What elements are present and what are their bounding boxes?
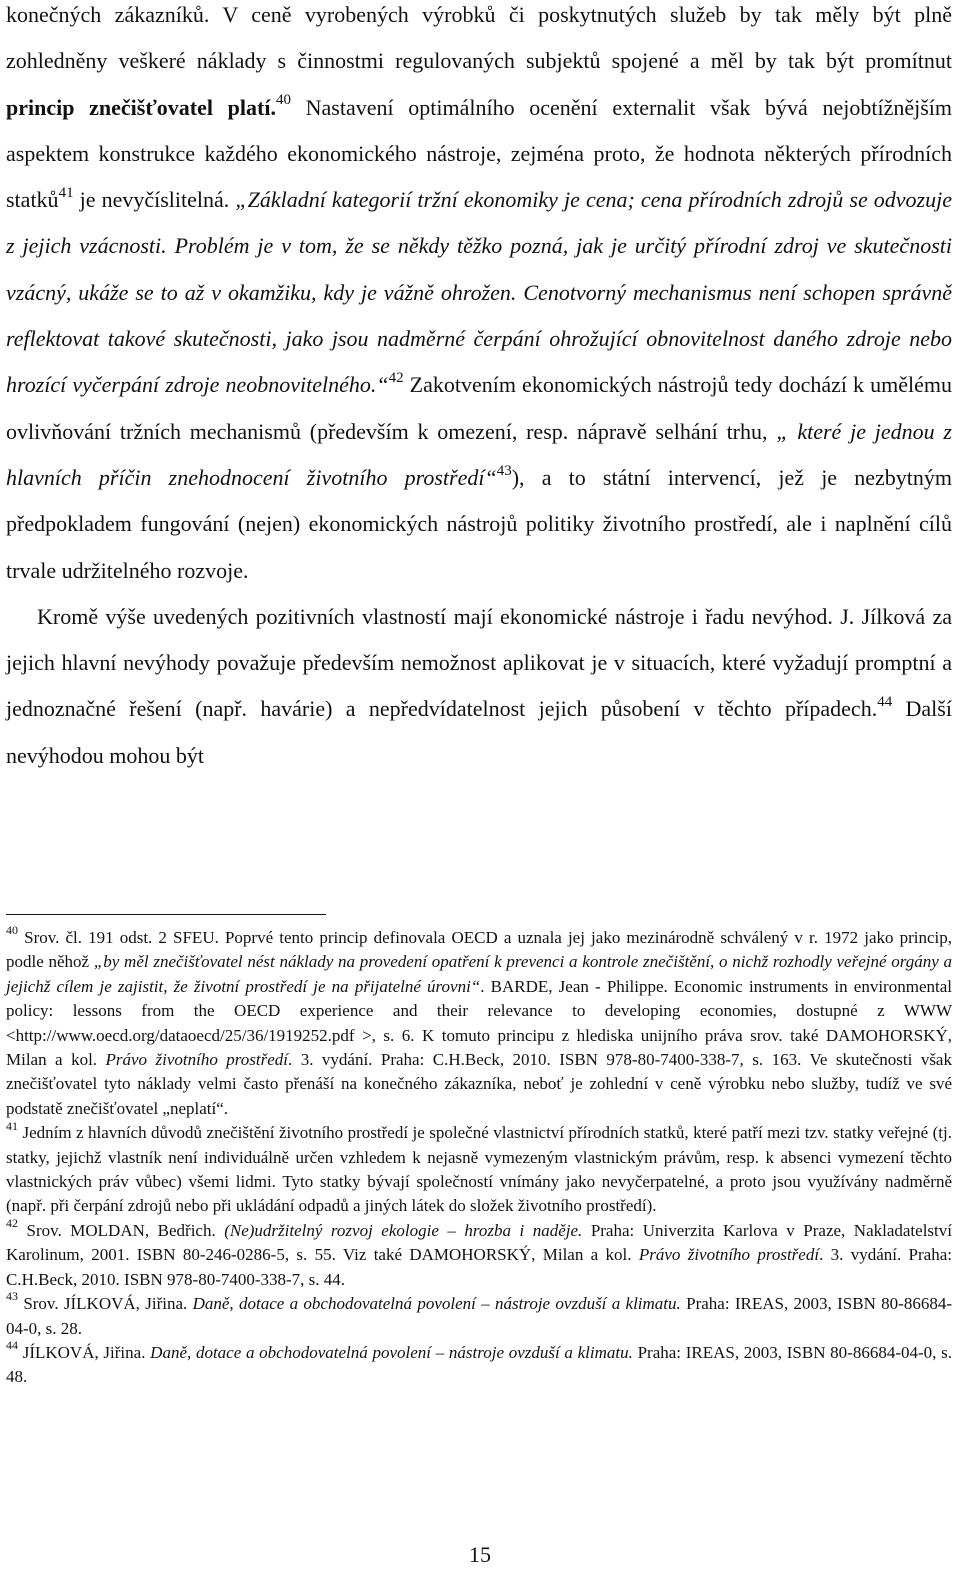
text-run: ), a to státní intervencí, jež je nezbytným předpokladem fungování (nejen) ekonomických nástrojů politiky životního prostředí, ale i naplnění cílů trvale udržitelného rozvoje.	[6, 464, 952, 583]
footnote-text: Srov. JÍLKOVÁ, Jiřina.	[18, 1294, 193, 1314]
bold-principle: princip znečišťovatel platí.	[6, 94, 276, 120]
footnote-text: Praha: IREAS, 2003, ISBN 80-86684-04-0, s. 48.	[6, 1342, 952, 1387]
paragraph-2	[6, 594, 952, 779]
footnote-italic: (Ne)udržitelný rozvoj ekologie – hrozba i naděje.	[224, 1220, 583, 1240]
footnote-44	[6, 1338, 952, 1390]
footnote-text: . BARDE, Jean - Philippe. Economic instruments in environmental policy: lessons from the OECD experience and their relevance to developing economies, dostupné z WWW <http://www.oecd.org/dataoecd/25/36/1919252.pdf >, s. 6. K tomuto principu z hlediska unijního práva srov. také DAMOHORSKÝ, Milan a kol.	[6, 976, 952, 1070]
footnote-text: Praha: Univerzita Karlova v Praze, Nakladatelství Karolinum, 2001. ISBN 80-246-0286-5, s. 55. Viz také DAMOHORSKÝ, Milan a kol.	[6, 1220, 952, 1265]
footnote-ref-44[interactable]: 44	[877, 694, 893, 711]
footnote-italic: „by měl znečišťovatel nést náklady na provedení opatření k prevenci a kontrole znečištění, o nichž rozhodly veřejné orgány a jejichž cílem je zajistit, že životní prostředí je na přijatelné úrovni“	[6, 952, 953, 996]
footnote-text: JÍLKOVÁ, Jiřina.	[18, 1342, 151, 1362]
text-run: Další nevýhodou mohou být	[6, 696, 952, 768]
footnote-text: Srov. MOLDAN, Bedřich.	[18, 1220, 225, 1240]
footnote-40	[6, 923, 953, 1121]
footnote-text: . 3. vydání. Praha: C.H.Beck, 2010. ISBN 978-80-7400-338-7, s. 44.	[6, 1245, 952, 1289]
text-run: Nastavení optimálního ocenění externalit však bývá nejobtížnějším aspektem konstrukce každého ekonomického nástroje, zejména proto, že hodnota některých přírodních statků	[6, 94, 952, 213]
italic-quote: „Základní kategorií tržní ekonomiky je cena; cena přírodních zdrojů se odvozuje z jejich vzácnosti. Problém je v tom, že se někdy těžko pozná, jak je určitý přírodní zdroj ve skutečnosti vzácný, ukáže se to až v okamžiku, kdy je vážně ohrožen. Cenotvorný mechanismus není schopen správně reflektovat takové skutečnosti, jako jsou nadměrné čerpání ohrožující obnovitelnost daného zdroje nebo hrozící vyčerpání zdroje neobnovitelného.“	[6, 187, 952, 398]
footnote-separator	[6, 914, 326, 915]
footnote-ref-41[interactable]: 41	[58, 184, 74, 201]
footnote-italic: Právo životního prostředí	[638, 1245, 820, 1265]
footnote-number: 41	[6, 1118, 18, 1133]
footnote-italic: Právo životního prostředí	[105, 1050, 288, 1070]
footnote-41	[6, 1118, 952, 1219]
footnote-number: 40	[6, 923, 18, 938]
footnote-number: 42	[6, 1216, 18, 1231]
text-run: konečných zákazníků. V ceně vyrobených výrobků či poskytnutých služeb by tak měly být plně zohledněny veškeré náklady s činnostmi regulovaných subjektů spojené a měl by tak být promítnut	[6, 2, 952, 74]
text-run: Zakotvením ekonomických nástrojů tedy dochází k umělému ovlivňování tržních mechanismů (především k omezení, resp. nápravě selhání trhu,	[6, 372, 953, 444]
footnote-ref-43[interactable]: 43	[496, 462, 512, 479]
footnote-italic: Daně, dotace a obchodovatelná povolení – nástroje ovzduší a klimatu.	[150, 1342, 633, 1362]
text-run: Kromě výše uvedených pozitivních vlastností mají ekonomické nástroje i řadu nevýhod. J. Jílková za jejich hlavní nevýhody považuje především nemožnost aplikovat je v situacích, které vyžadují promptní a jednoznačné řešení (např. havárie) a nepředvídatelnost jejich působení v těchto případech.	[6, 603, 952, 722]
footnote-text: Srov. čl. 191 odst. 2 SFEU. Poprvé tento princip definovala OECD a uznala jej jako mezinárodně schválený v r. 1972 jako princip, podle něhož	[6, 928, 952, 972]
italic-quote: „ které je jednou z hlavních příčin znehodnocení životního prostředí“	[6, 418, 952, 490]
footnote-italic: Daně, dotace a obchodovatelná povolení – nástroje ovzduší a klimatu.	[192, 1294, 681, 1314]
body-text	[6, 0, 952, 779]
footnote-ref-40[interactable]: 40	[275, 92, 291, 109]
page-number: 15	[469, 1542, 491, 1567]
footnotes	[6, 923, 953, 1390]
footnote-text: Praha: IREAS, 2003, ISBN 80-86684-04-0, s. 28.	[6, 1294, 952, 1338]
footnote-text: Jedním z hlavních důvodů znečištění životního prostředí je společné vlastnictví přírodních statků, které patří mezi tzv. statky veřejné (tj. statky, jejichž vlastník není individuálně určen vzhledem k nejasně vymezeným vlastnickým právům, resp. k absenci vymezení těchto vlastnických práv vůbec) všemi lidmi. Tyto statky bývají společností vnímány jako nevyčerpatelné, a proto jsou využívány nadměrně (např. při čerpání zdrojů nebo při ukládání odpadů a jiných látek do složek životního prostředí).	[6, 1123, 952, 1216]
paragraph-1	[6, 0, 952, 594]
footnote-42	[6, 1216, 952, 1292]
footnote-ref-42[interactable]: 42	[388, 370, 404, 387]
footnote-number: 44	[6, 1338, 18, 1353]
footnote-text: . 3. vydání. Praha: C.H.Beck, 2010. ISBN 978-80-7400-338-7, s. 163. Ve skutečnosti však znečišťovatel tyto náklady velmi často přenáší na konečného zákazníka, neboť je zohlední v ceně výrobku nebo služby, tudíž ve své podstatě znečišťovatel „neplatí“.	[6, 1050, 952, 1118]
text-run: je nevyčíslitelná.	[73, 187, 236, 213]
footnote-43	[6, 1289, 952, 1341]
footnote-number: 43	[6, 1289, 18, 1304]
